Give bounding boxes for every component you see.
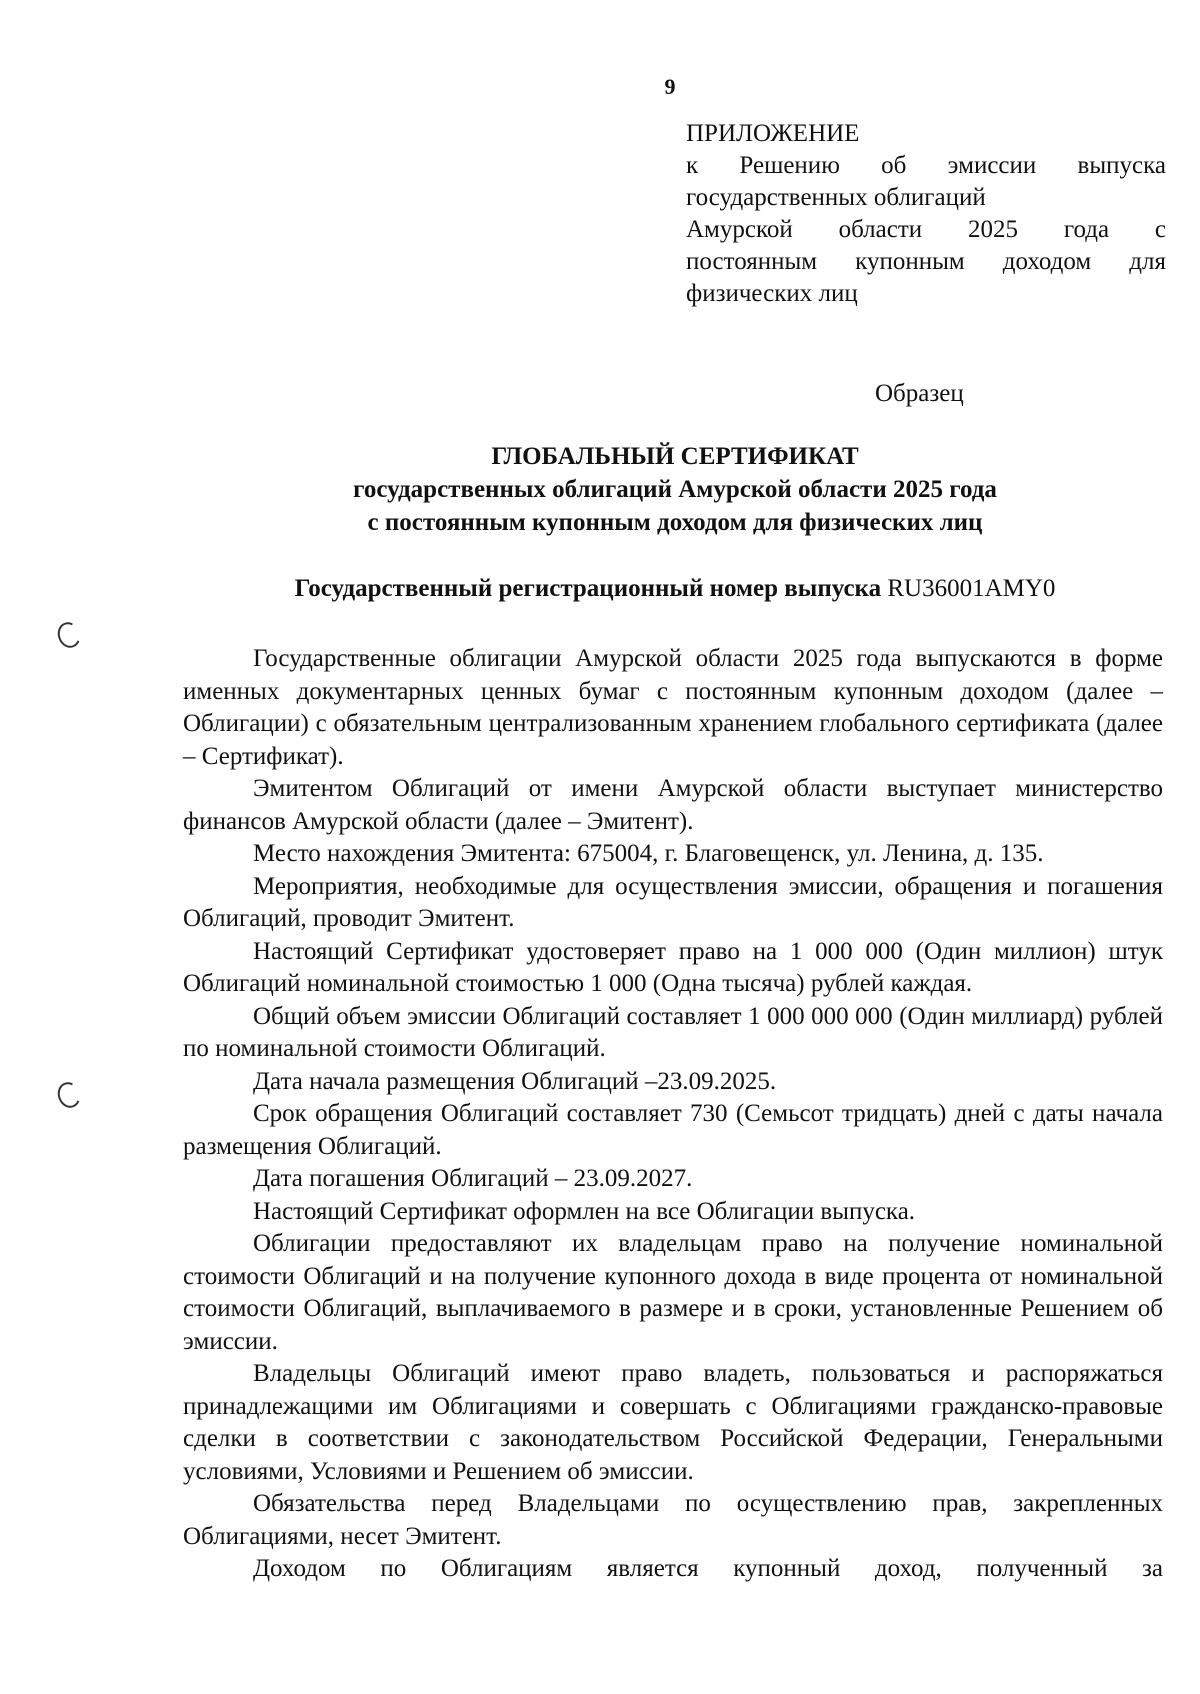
- paragraph: Мероприятия, необходимые для осуществления эмиссии, обращения и погашения Облигаций, проводит Эмитент.: [183, 872, 1163, 932]
- paragraph: Обязательства перед Владельцами по осуществлению прав, закрепленных Облигациями, несет Эмитент.: [183, 1490, 1163, 1550]
- appendix-block: [686, 118, 1166, 310]
- title-main: ГЛОБАЛЬНЫЙ СЕРТИФИКАТ: [491, 443, 859, 470]
- registration-label: Государственный регистрационный номер выпуска: [294, 575, 882, 602]
- registration-number: [185, 575, 1165, 603]
- appendix-line: государственных облигаций: [686, 184, 986, 211]
- paragraph: Дата погашения Облигаций – 23.09.2027.: [253, 1165, 693, 1192]
- paragraph: Владельцы Облигаций имеют право владеть, пользоваться и распоряжаться принадлежащими им Облигациями и совершать с Облигациями гражданско-правовые сделки в соответствии с законодательством Российской Федерации, Генеральными условиями, Условиями и Решением об эмиссии.: [183, 1360, 1163, 1485]
- document-title: [185, 440, 1165, 539]
- binder-hole-mark: [54, 619, 84, 651]
- title-line: государственных облигаций Амурской области 2025 года: [353, 476, 997, 503]
- paragraph: Доходом по Облигациям является купонный доход, полученный за: [253, 1555, 1163, 1582]
- page-number: 9: [664, 74, 676, 99]
- paragraph: Государственные облигации Амурской области 2025 года выпускаются в форме именных документарных ценных бумаг с постоянным купонным доходом (далее – Облигации) с обязательным централизованным хранением глобального сертификата (далее – Сертификат).: [183, 645, 1163, 770]
- appendix-title: ПРИЛОЖЕНИЕ: [686, 120, 860, 147]
- document-body: [183, 643, 1163, 1586]
- paragraph: Настоящий Сертификат оформлен на все Облигации выпуска.: [253, 1197, 916, 1225]
- paragraph: Облигации предоставляют их владельцам право на получение номинальной стоимости Облигаций и на получение купонного дохода в виде процента от номинальной стоимости Облигаций, выплачиваемого в размере и в сроки, установленные Решением об эмиссии.: [183, 1230, 1163, 1355]
- paragraph: Эмитентом Облигаций от имени Амурской области выступает министерство финансов Амурской области (далее – Эмитент).: [183, 775, 1163, 835]
- appendix-line: к Решению об эмиссии выпуска: [686, 152, 1166, 179]
- paragraph: Место нахождения Эмитента: 675004, г. Благовещенск, ул. Ленина, д. 135.: [253, 840, 1044, 867]
- paragraph: Общий объем эмиссии Облигаций составляет 1 000 000 000 (Один миллиард) рублей по номинальной стоимости Облигаций.: [183, 1002, 1163, 1062]
- registration-value: RU36001AMY0: [887, 575, 1056, 602]
- title-line: с постоянным купонным доходом для физических лиц: [367, 509, 983, 536]
- sample-label: Образец: [875, 380, 964, 407]
- paragraph: Дата начала размещения Облигаций –23.09.2025.: [253, 1067, 777, 1095]
- paragraph: Настоящий Сертификат удостоверяет право на 1 000 000 (Один миллион) штук Облигаций номинальной стоимостью 1 000 (Одна тысяча) рублей каждая.: [183, 937, 1163, 997]
- binder-hole-mark: [54, 1079, 84, 1111]
- appendix-line: постоянным купонным доходом для: [686, 248, 1166, 275]
- appendix-line: Амурской области 2025 года с: [686, 216, 1166, 243]
- paragraph: Срок обращения Облигаций составляет 730 (Семьсот тридцать) дней с даты начала размещения Облигаций.: [183, 1100, 1163, 1160]
- appendix-line: физических лиц: [686, 280, 858, 307]
